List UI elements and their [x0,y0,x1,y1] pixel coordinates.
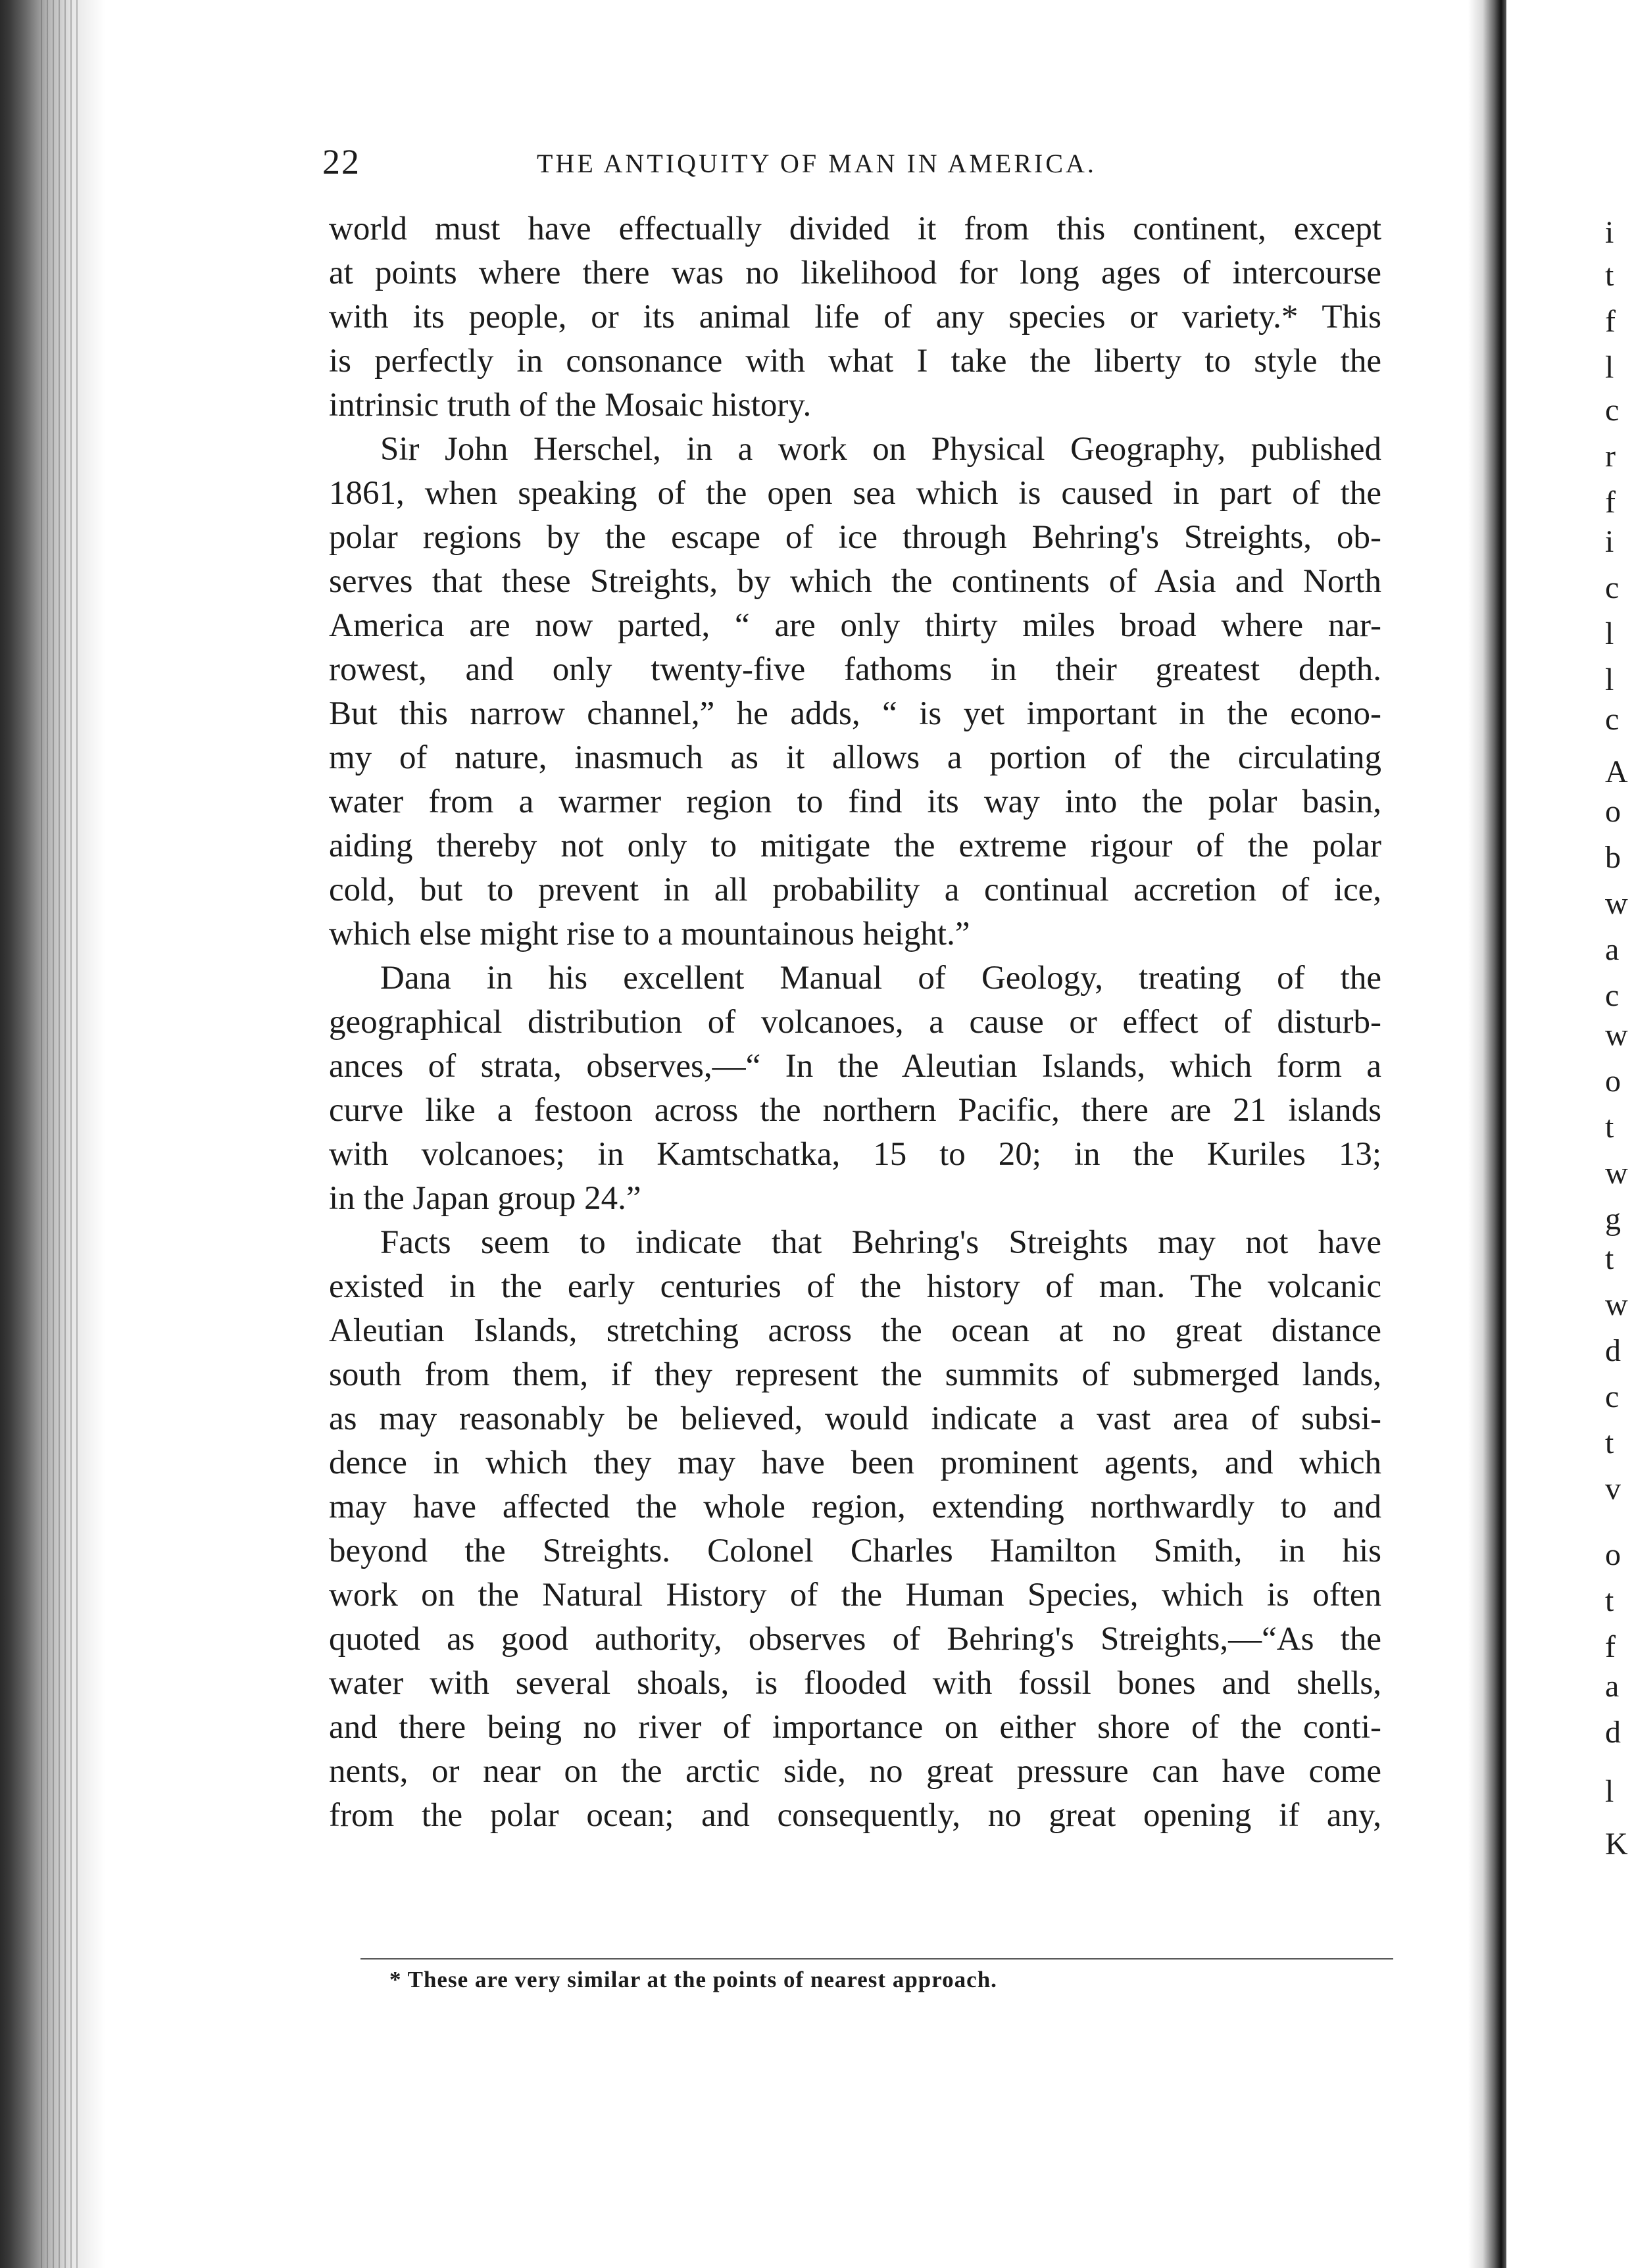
text-line: geographical distribution of volcanoes, a cause or effect of disturb- [329,1004,1381,1041]
text-line: with volcanoes; in Kamtschatka, 15 to 20; in the Kuriles 13; [329,1136,1381,1173]
footnote: * These are very similar at the points of nearest approach. [389,1967,997,1992]
facing-page-letter: o [1605,1064,1621,1098]
text-line: and there being no river of importance on either shore of the conti- [329,1709,1381,1746]
text-line: beyond the Streights. Colonel Charles Hamilton Smith, in his [329,1533,1381,1569]
text-line: intrinsic truth of the Mosaic history. [329,387,812,424]
facing-page-letter: f [1605,304,1616,339]
facing-page-letter: w [1605,1287,1628,1322]
text-line: cold, but to prevent in all probability a continual accretion of ice, [329,872,1381,908]
text-line: serves that these Streights, by which the continents of Asia and North [329,563,1381,600]
facing-page-letter: w [1605,1018,1628,1052]
body-text [329,207,1395,1838]
text-line: Facts seem to indicate that Behring's Streights may not have [380,1224,1381,1261]
facing-page-letter: t [1605,1110,1614,1145]
text-line: polar regions by the escape of ice through Behring's Streights, ob- [329,519,1381,556]
text-line: is perfectly in consonance with what I take the liberty to style the [329,343,1381,380]
facing-page-letter: o [1605,794,1621,829]
facing-page-letter: d [1605,1333,1621,1368]
facing-page-letter: l [1605,662,1614,697]
text-line: America are now parted, “ are only thirty miles broad where nar- [329,607,1381,644]
facing-page-letter: l [1605,350,1614,385]
footnote-rule [360,1958,1393,1960]
text-line: at points where there was no likelihood for long ages of intercourse [329,255,1381,291]
facing-page-letter: o [1605,1537,1621,1572]
facing-page-letter: c [1605,978,1620,1013]
facing-page-letter: w [1605,886,1628,921]
text-line: Sir John Herschel, in a work on Physical Geography, published [380,431,1381,468]
facing-page-letter: v [1605,1471,1621,1506]
facing-page-letter: t [1605,258,1614,293]
facing-page-letter: l [1605,616,1614,651]
text-line: my of nature, inasmuch as it allows a portion of the circulating [329,739,1381,776]
text-line: rowest, and only twenty-five fathoms in their greatest depth. [329,651,1381,688]
facing-page-letter: c [1605,702,1620,737]
text-line: existed in the early centuries of the history of man. The volcanic [329,1268,1381,1305]
running-head: THE ANTIQUITY OF MAN IN AMERICA. [537,149,1097,178]
facing-page-letter: f [1605,485,1616,520]
facing-page-letter: t [1605,1425,1614,1460]
facing-page-letter: f [1605,1629,1616,1664]
text-line: which else might rise to a mountainous height.” [329,916,970,952]
text-line: as may reasonably be believed, would indicate a vast area of subsi- [329,1400,1381,1437]
text-line: may have affected the whole region, extending northwardly to and [329,1489,1381,1525]
facing-page-letter: i [1605,215,1614,250]
facing-page-letter: d [1605,1715,1621,1750]
text-line: But this narrow channel,” he adds, “ is yet important in the econo- [329,695,1381,732]
text-line: world must have effectually divided it from this continent, except [329,210,1381,247]
facing-page-letter: c [1605,1379,1620,1414]
text-line: nents, or near on the arctic side, no great pressure can have come [329,1753,1381,1790]
book-gutter [1468,0,1506,2268]
text-line: south from them, if they represent the summits of submerged lands, [329,1356,1381,1393]
facing-page-letter: a [1605,1669,1620,1704]
text-line: with its people, or its animal life of any species or variety.* This [329,299,1381,335]
page-number: 22 [322,142,360,182]
facing-page-letter: c [1605,393,1620,428]
facing-page-letter: a [1605,932,1620,967]
text-line: ances of strata, observes,—“ In the Aleutian Islands, which form a [329,1048,1381,1085]
text-line: Aleutian Islands, stretching across the ocean at no great distance [329,1312,1381,1349]
facing-page-letter: K [1605,1827,1628,1861]
page-header [316,141,1408,194]
text-line: Dana in his excellent Manual of Geology, treating of the [380,960,1381,997]
text-line: in the Japan group 24.” [329,1180,641,1217]
text-line: water from a warmer region to find its way into the polar basin, [329,783,1381,820]
facing-page-letter: t [1605,1583,1614,1618]
text-line: water with several shoals, is flooded with fossil bones and shells, [329,1665,1381,1702]
text-line: work on the Natural History of the Human Species, which is often [329,1577,1381,1614]
facing-page-letter: c [1605,570,1620,605]
facing-page-letter: g [1605,1202,1621,1237]
text-line: dence in which they may have been prominent agents, and which [329,1444,1381,1481]
text-line: curve like a festoon across the northern Pacific, there are 21 islands [329,1092,1381,1129]
facing-page-letter: A [1605,754,1628,789]
facing-page-letter: t [1605,1241,1614,1276]
facing-page-letter: l [1605,1774,1614,1809]
text-line: 1861, when speaking of the open sea which is caused in part of the [329,475,1381,512]
text-line: from the polar ocean; and consequently, no great opening if any, [329,1797,1381,1834]
text-line: aiding thereby not only to mitigate the extreme rigour of the polar [329,827,1381,864]
facing-page-letter: i [1605,524,1614,559]
facing-page-letter: r [1605,439,1616,474]
facing-page-letter: w [1605,1156,1628,1191]
facing-page-edge [1506,0,1634,2268]
text-line: quoted as good authority, observes of Behring's Streights,—“As the [329,1621,1381,1658]
facing-page-letter: b [1605,840,1621,875]
